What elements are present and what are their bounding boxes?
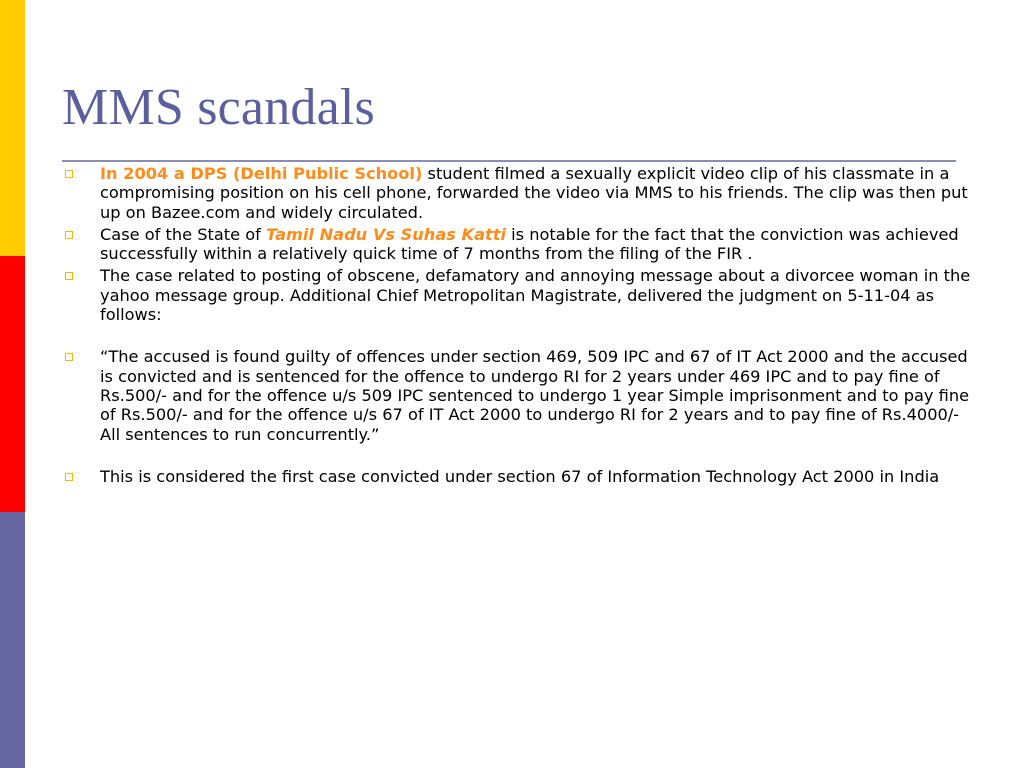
slide-title: MMS scandals (62, 79, 375, 136)
side-bar-purple-segment (0, 512, 25, 768)
bullet-text: This is considered the first case convicted under section 67 of Information Technology Act 2000 in India (100, 466, 940, 486)
side-bar-yellow-segment (0, 0, 25, 256)
bullet-item-suhas-katti-case (62, 225, 972, 264)
hollow-square-icon (65, 473, 73, 481)
bullet-text: student filmed a sexually explicit video clip of his classmate in a compromising position on his cell phone, forwarded the video via MMS to his friends. The clip was then put up on Bazee.com and widely circulated. (100, 164, 968, 222)
bullet-item-case-description (62, 266, 972, 324)
bullet-item-judgment-quote (62, 347, 972, 443)
hollow-square-icon (65, 272, 73, 280)
bullet-text: The case related to posting of obscene, defamatory and annoying message about a divorcee woman in the yahoo message group. Additional Chief Metropolitan Magistrate, delivered the judgment on 5-11-04 as follows: (100, 266, 971, 325)
hollow-square-icon (65, 231, 73, 239)
bullet-list (62, 164, 972, 489)
bullet-text-after: is notable for the fact that the conviction was achieved successfully within a relatively quick time of 7 months from the filing of the FIR . (100, 224, 959, 264)
title-underline (62, 160, 956, 162)
bullet-highlight: Tamil Nadu Vs Suhas Katti (265, 224, 507, 244)
hollow-square-icon (65, 353, 73, 361)
bullet-text-before: Case of the State of (100, 224, 266, 244)
bullet-highlight: In 2004 a DPS (Delhi Public School) (100, 164, 423, 183)
side-bar-red-segment (0, 256, 25, 512)
bullet-item-first-conviction (62, 467, 972, 486)
bullet-item-dps-case (62, 164, 972, 222)
hollow-square-icon (65, 170, 73, 178)
bullet-text: “The accused is found guilty of offences under section 469, 509 IPC and 67 of IT Act 2000 and the accused is convicted and is sentenced for the offence to undergo RI for 2 years under 469 IPC and to pay fine of Rs.500/- and for the offence u/s 509 IPC sentenced to undergo 1 year Simple imprisonment and to pay fine of Rs.500/- and for the offence u/s 67 of IT Act 2000 to undergo RI for 2 years and to pay fine of Rs.4000/- All sentences to run concurrently.” (100, 347, 970, 444)
side-color-bar (0, 0, 25, 768)
